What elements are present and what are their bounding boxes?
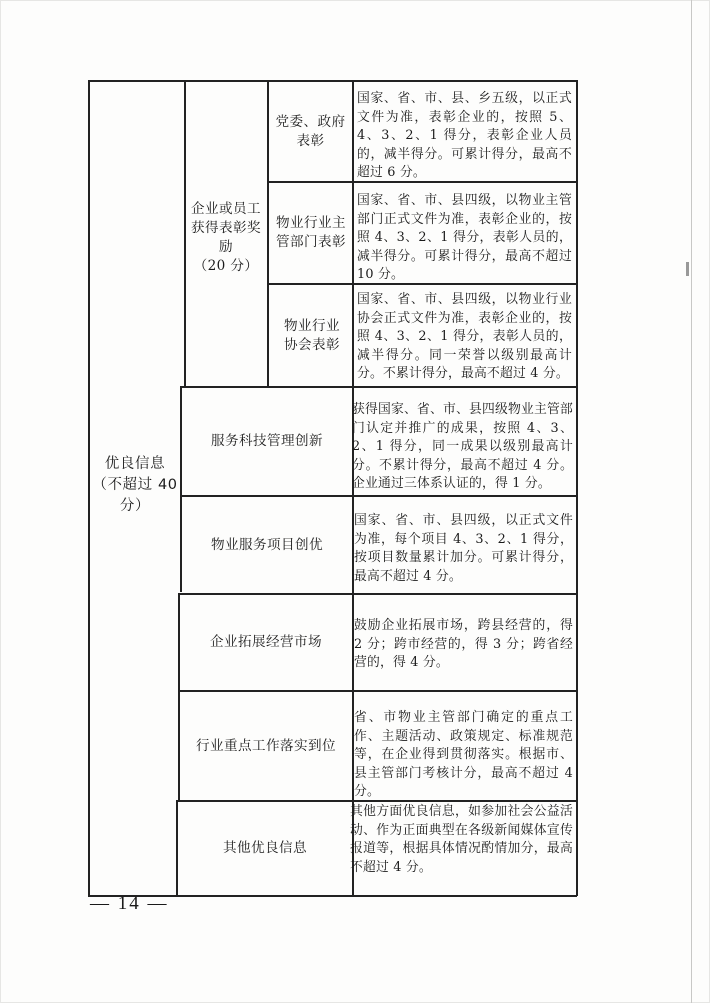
criterion-label: 服务科技管理创新 bbox=[211, 433, 323, 449]
binding-edge-line bbox=[691, 0, 692, 1003]
main-category-cell bbox=[89, 440, 181, 530]
criterion-label: 物业服务项目创优 bbox=[211, 536, 323, 553]
page-number: — 14 — bbox=[90, 893, 169, 914]
award-item-label: 物业行业主管部门表彰 bbox=[276, 215, 346, 250]
criterion-rule: 国家、省、市、县四级，以正式文件为准，每个项目 4、3、2、1 得分，按项目数量累计加分。可累计得分，最高不超过 4 分。 bbox=[354, 513, 573, 584]
award-item-label: 党委、政府表彰 bbox=[275, 113, 346, 149]
award-group-cell bbox=[186, 190, 266, 285]
award-item-rule: 国家、省、市、县四级，以物业主管部门正式文件为准，表彰企业的，按照 4、3、2、1 得分，表彰人员的，减半得分。可累计得分，最高不超过 10 分。 bbox=[357, 193, 572, 282]
criterion-label: 其他优良信息 bbox=[223, 840, 307, 856]
award-item-rule: 国家、省、市、县、乡五级，以正式文件为准，表彰企业的，按照 5、4、3、2、1 得分，表彰企业人员的，减半得分。可累计得分，最高不超过 6 分。 bbox=[357, 91, 572, 180]
main-category-score: （不超过 40 bbox=[92, 476, 178, 493]
award-item-label: 物业行业协会表彰 bbox=[284, 317, 340, 353]
award-group-name: 企业或员工获得表彰奖励 bbox=[191, 200, 261, 255]
award-item-rule: 国家、省、市、县四级，以物业行业协会正式文件为准，表彰企业的，按照 4、3、2、1 得分，表彰人员的，减半得分。同一荣誉以级别最高计分。不累计得分，最高不超过 4 分。 bbox=[357, 292, 572, 381]
main-category-score-unit: 分） bbox=[119, 497, 151, 514]
criterion-rule: 鼓励企业拓展市场，跨县经营的，得 2 分；跨市经营的，得 3 分；跨省经营的，得 4 分。 bbox=[354, 618, 573, 670]
award-group-score: （20 分） bbox=[193, 257, 259, 274]
criterion-label: 行业重点工作落实到位 bbox=[196, 737, 336, 754]
criterion-label: 企业拓展经营市场 bbox=[210, 634, 322, 650]
binding-edge-mark bbox=[686, 262, 689, 276]
criterion-rule: 省、市物业主管部门确定的重点工作、主题活动、政策规定、标准规范等，在企业得到贯彻落实。根据市、县主管部门考核计分，最高不超过 4 分。 bbox=[354, 710, 573, 799]
main-category-name: 优良信息 bbox=[104, 455, 166, 472]
criterion-rule: 获得国家、省、市、县四级物业主管部门认定并推广的成果，按照 4、3、2、1 得分，同一成果以级别最高计分。不累计得分，最高不超过 4 分。企业通过三体系认证的，得 1 分。 bbox=[352, 402, 573, 491]
criterion-rule: 其他方面优良信息，如参加社会公益活动、作为正面典型在各级新闻媒体宣传报道等，根据具体情况酌情加分，最高不超过 4 分。 bbox=[350, 804, 573, 875]
